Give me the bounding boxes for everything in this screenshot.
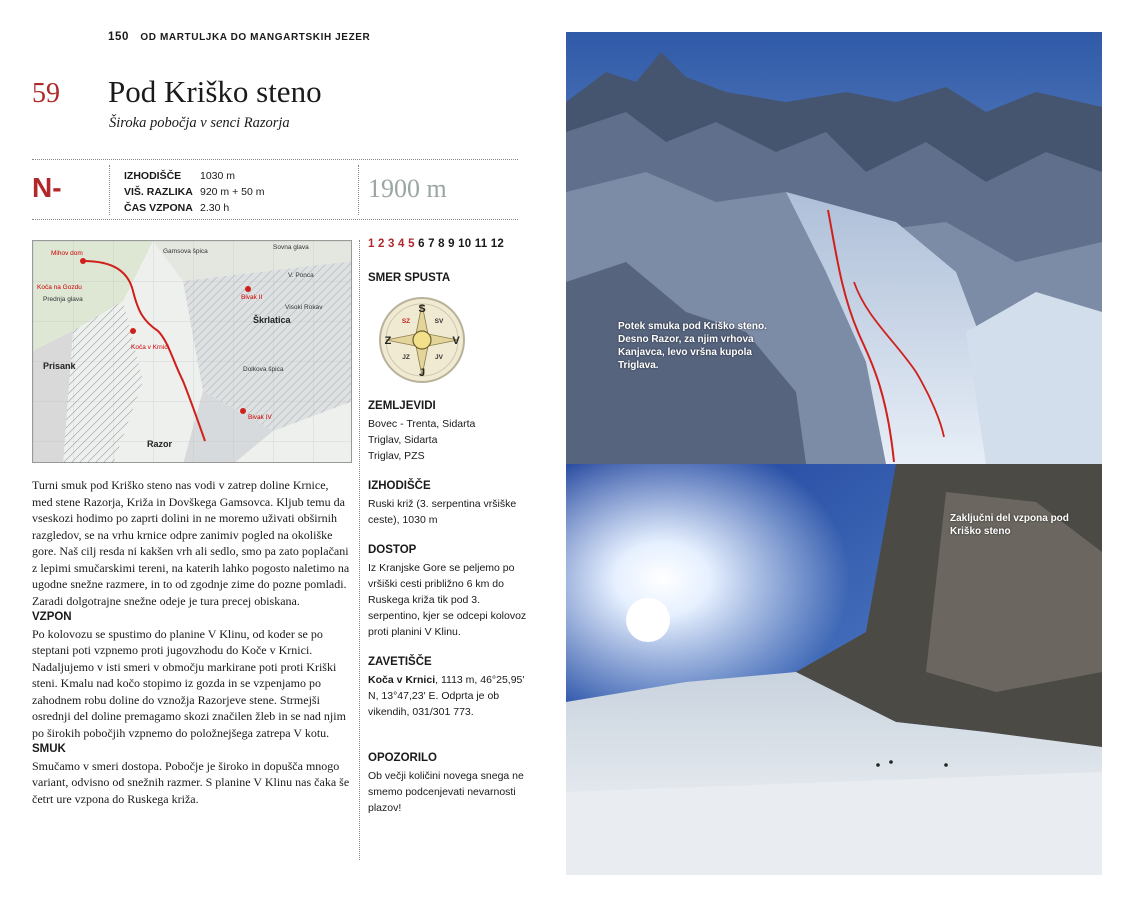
- map-graphic: [33, 241, 352, 463]
- direction-section: [368, 270, 528, 288]
- map-reference: Bovec - Trenta, Sidarta: [368, 418, 476, 430]
- stat-key: IZHODIŠČE: [124, 170, 182, 182]
- start-section: [368, 478, 528, 528]
- descent-paragraph: Smučamo v smeri dostopa. Pobočje je široko in dopušča mnogo variant, odvisno od snežnih razmer. S planine V Klinu nas čaka še četrt ure vzpona do Ruskega križa.: [32, 758, 350, 806]
- start-text: Ruski križ (3. serpentina vršiške ceste), 1030 m: [368, 498, 517, 526]
- month-inactive: 6: [418, 238, 425, 250]
- month-active: 1: [368, 238, 375, 250]
- map-reference: Triglav, PZS: [368, 450, 425, 462]
- route-number: 59: [32, 78, 60, 109]
- maps-section: [368, 398, 528, 464]
- map-label: Prednja glava: [43, 296, 83, 303]
- stat-row: [124, 168, 265, 184]
- max-altitude: 1900 m: [368, 174, 447, 203]
- page-number: 150: [108, 31, 129, 43]
- compass-se: JV: [435, 354, 443, 361]
- season-months: [368, 238, 504, 250]
- descent-heading: SMUK: [32, 743, 66, 755]
- map-label: Koča v Krnici: [131, 344, 169, 351]
- stat-row: [124, 184, 265, 200]
- map-label: Škrlatica: [253, 315, 291, 325]
- map-label: Prisank: [43, 361, 76, 371]
- month-inactive: 8: [438, 238, 445, 250]
- map-label: Dolkova špica: [243, 366, 284, 373]
- map-label: Gamsova špica: [163, 248, 208, 255]
- hut-text: [368, 672, 528, 720]
- month-active: 5: [408, 238, 415, 250]
- compass-sw: JZ: [402, 354, 410, 361]
- ascent-heading: VZPON: [32, 611, 72, 623]
- month-inactive: 12: [490, 238, 504, 250]
- warning-heading: OPOZORILO: [368, 752, 437, 764]
- direction-heading: SMER SPUSTA: [368, 272, 451, 284]
- divider-top: [32, 159, 518, 160]
- map-label: Visoki Rokav: [285, 304, 323, 311]
- maps-heading: ZEMLJEVIDI: [368, 400, 436, 412]
- access-text: Iz Kranjske Gore se peljemo po vršiški cesti približno 6 km do Ruskega križa tik pod 3. serpentino, kjer se odcepi kolovoz proti planini V Klinu.: [368, 562, 527, 638]
- hut-name: Koča v Krnici: [368, 674, 436, 686]
- compass-nw: SZ: [401, 318, 411, 325]
- map-label: Koča na Gozdu: [37, 284, 82, 291]
- compass-s: J: [418, 367, 426, 379]
- map-label: V. Ponca: [288, 272, 314, 279]
- hut-details: , 1113 m, 46°25,95' N, 13°47,23' E. Odprta je ob vikendih, 031/301 773.: [368, 674, 525, 718]
- stat-row: [124, 200, 265, 216]
- book-title: OD MARTULJKA DO MANGARTSKIH JEZER: [140, 32, 371, 43]
- compass-ne: SV: [434, 318, 444, 325]
- month-active: 4: [398, 238, 405, 250]
- stat-value: 920 m + 50 m: [200, 186, 265, 198]
- warning-text: Ob večji količini novega snega ne smemo podcenjevati nevarnosti plazov!: [368, 770, 524, 814]
- mountain-photos: [566, 32, 1102, 875]
- access-heading: DOSTOP: [368, 544, 417, 556]
- compass-icon: [376, 296, 468, 384]
- ascent-paragraph: Po kolovozu se spustimo do planine V Klinu, od koder se po steptani poti vzpnemo proti jugovzhodu do Koče v Krnici. Nadaljujemo v isti smeri v območju markirane poti proti Kriški steni. Kmalu nad kočo stopimo iz gozda in se vzpenjamo po zahodnem robu doline do vznožja Razorjeve stene. Strmejši osrednji del doline premagamo skozi značilen žleb in se nad njim po širokih pobočjih vzpnemo do položnejšega zatrepa V kotu.: [32, 626, 346, 740]
- compass-w: Z: [384, 335, 392, 347]
- month-inactive: 11: [474, 238, 488, 250]
- start-heading: IZHODIŠČE: [368, 480, 431, 492]
- divider-vertical: [109, 165, 110, 215]
- difficulty-grade: N-: [32, 172, 62, 203]
- map-label: Bivak IV: [248, 414, 272, 421]
- route-subtitle: Široka pobočja v senci Razorja: [109, 115, 290, 131]
- map-label: Sovna glava: [273, 244, 309, 251]
- stat-key: ČAS VZPONA: [124, 202, 193, 214]
- stat-value: 2.30 h: [200, 202, 230, 214]
- warning-section: [368, 750, 528, 816]
- photo-caption-bottom: Zaključni del vzpona pod Kriško steno: [950, 513, 1069, 537]
- month-inactive: 7: [428, 238, 435, 250]
- map-label: Mihov dom: [51, 250, 83, 257]
- month-active: 3: [388, 238, 395, 250]
- compass-e: V: [452, 335, 460, 347]
- month-active: 2: [378, 238, 385, 250]
- map-label: Razor: [147, 439, 173, 449]
- month-inactive: 10: [458, 238, 472, 250]
- stat-value: 1030 m: [200, 170, 236, 182]
- access-section: [368, 542, 528, 640]
- stat-key: VIŠ. RAZLIKA: [124, 186, 193, 198]
- intro-paragraph: Turni smuk pod Kriško steno nas vodi v zatrep doline Krnice, med stene Razorja, Križa in Dovškega Gamsovca. Kljub temu da vseskozi hodimo po zaprti dolini in ne moremo uživati obširnih razgledov, se na vrhu krnice odpre zanimiv pogled na okoliške gore. Naš cilj resda ni kakšen vrh ali sedlo, smo pa zato poplačani z lepimi smučarskimi tereni, na katerih lahko pogosto naletimo na ugodne snežne razmere, in to od zgodnje zime do pozne pomladi. Zaradi dolgotrajne snežne odeje je tura precej obiskana.: [32, 478, 350, 608]
- divider-bottom: [32, 219, 518, 220]
- route-description: [32, 477, 352, 807]
- column-divider: [359, 240, 360, 860]
- huts-heading: ZAVETIŠČE: [368, 656, 432, 668]
- month-inactive: 9: [448, 238, 455, 250]
- huts-section: [368, 654, 528, 720]
- topographic-map: [32, 240, 352, 463]
- divider-vertical: [358, 165, 359, 215]
- map-label: Bivak II: [241, 294, 263, 301]
- running-header: [108, 31, 370, 43]
- compass-n: S: [418, 303, 426, 315]
- photo-column: [566, 32, 1102, 875]
- route-title: Pod Kriško steno: [108, 74, 322, 109]
- map-reference: Triglav, Sidarta: [368, 434, 438, 446]
- route-stats: [124, 168, 265, 216]
- photo-caption-top: Potek smuka pod Kriško steno. Desno Razor, za njim vrhova Kanjavca, levo vršna kupola Triglava.: [618, 321, 767, 371]
